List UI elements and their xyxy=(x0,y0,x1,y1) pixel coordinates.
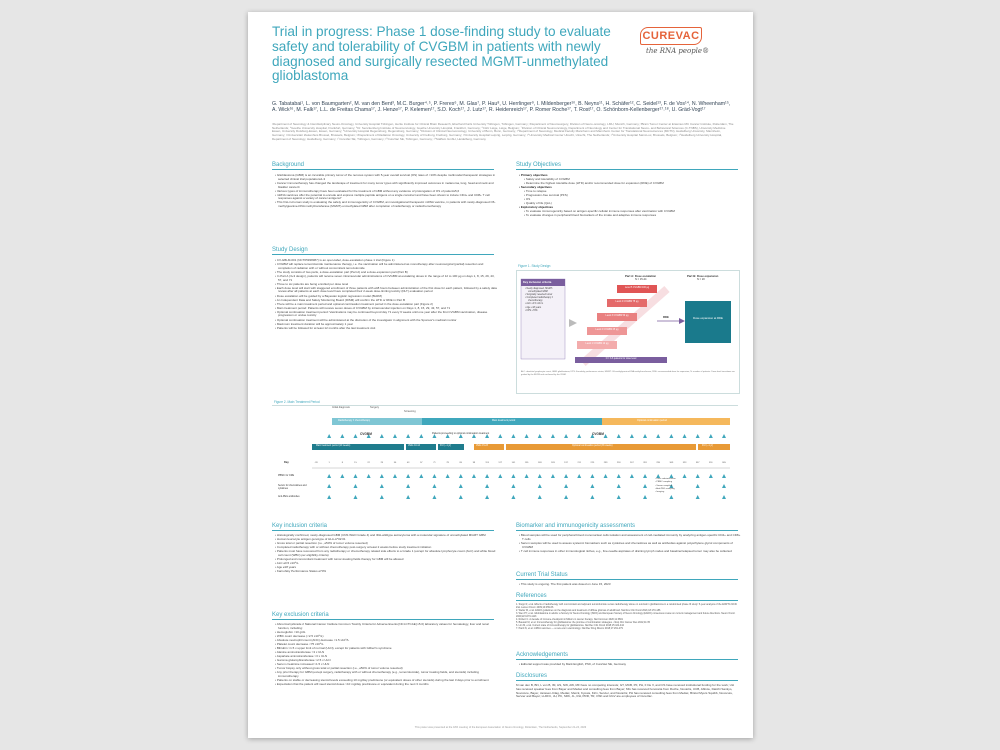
timepoint-marker-icon xyxy=(577,434,581,438)
part-b-n: N = 20 xyxy=(697,278,705,281)
day-label: 22 xyxy=(367,462,370,464)
timepoint-marker-icon xyxy=(327,484,331,488)
list-item: • Serum samples will be used to assess systemic biomarkers such as cytokines and chemokines as well as antibodies against polyethylene glycol components of CVGBM xyxy=(519,542,741,550)
timepoint-marker-icon xyxy=(446,474,450,478)
timepoint-marker-icon xyxy=(459,474,463,478)
section-title-biomarker: Biomarker and immunogenicity assessments xyxy=(516,523,738,531)
timepoint-marker-icon xyxy=(722,495,726,499)
day-label: 323 xyxy=(682,462,687,464)
list-item: • Platelet count decrease <75 x10⁹/L xyxy=(275,643,497,647)
timepoint-marker-icon xyxy=(406,484,410,488)
part-b-label: Part B: Dose expansion xyxy=(687,274,719,278)
list-item: • CV-GBLM-001 (NCT05938387) is an open-label, dose-escalation phase 1 trial (Figure 1) xyxy=(275,259,497,263)
day-label: 127 xyxy=(498,462,503,464)
curevac-logo xyxy=(640,27,735,72)
timepoint-marker-icon xyxy=(432,495,436,499)
list-item: • Abnormal (≥Grade 2 National Cancer Institute Common Toxicity Criteria for Adverse Events [NCI-CTCAE] v5.0) laboratory values for hematology, liver and renal function, including: xyxy=(275,623,497,631)
poster-title: Trial in progress: Phase 1 dose-finding study to evaluate safety and tolerability of CVGBM in patients with newly diagnosed and surgically resected MGMT-unmethylated glioblastoma xyxy=(272,24,611,84)
list-item: • Main treatment period: Patients will receive seven doses of CVGBM by intramuscular injection on Days 1, 8, 15, 29, 43, 57, and 71 xyxy=(275,307,497,311)
day-axis-title: Day xyxy=(284,461,289,464)
references-list xyxy=(516,604,738,631)
list-item: • Human leucocyte antigen genotype of HLA-A*02:01 xyxy=(275,538,497,542)
section-title-references: References xyxy=(516,593,738,601)
timepoint-marker-icon xyxy=(538,474,542,478)
row-pbmc: PBMC for CRE xyxy=(278,474,295,477)
cvgbm-label-main: CVGBM xyxy=(360,432,372,436)
day-label: 57 xyxy=(420,462,423,464)
timepoint-marker-icon xyxy=(551,434,555,438)
list-item: • mRNA vaccines offer the potential to encode and express multiple peptide antigens on a single construct and have been shown to induce CD4+ and CD8+ T cell responses against a variety of cancer antigens7 xyxy=(275,194,497,202)
day-label: 253 xyxy=(616,462,621,464)
timepoint-marker-icon xyxy=(551,474,555,478)
day-label: 295 xyxy=(656,462,661,464)
section-title-disclosures: Disclosures xyxy=(516,673,738,681)
list-item: • Serum creatinine increased >1.5 x ULN xyxy=(275,663,497,667)
part-a-label: Part A: Dose escalation xyxy=(625,274,657,278)
figure1-caption: Figure 1. Study Design xyxy=(518,264,551,268)
timepoint-marker-icon xyxy=(696,434,700,438)
objective-item: • Safety and tolerability of CVGBM xyxy=(524,178,741,182)
timepoint-marker-icon xyxy=(419,434,423,438)
part-a-n: N = 15-24 xyxy=(635,278,647,281)
day-label: 29 xyxy=(380,462,384,464)
logo-tagline: the RNA people® xyxy=(646,47,710,55)
timepoint-marker-icon xyxy=(419,474,423,478)
day-label: 71 xyxy=(433,462,436,464)
timepoint-marker-icon xyxy=(538,484,542,488)
list-item: • Expectation that the patient will need steroid doses >10 mg/day prednisone or equivalent during the next 3 months xyxy=(275,683,497,687)
list-item: • Patients must have recovered from any radiotherapy or chemotherapy related side effects to ≤ Grade 1 (except for absolute lymphocyte count (ALC) and white blood cell count (WBC) per eligibility criteria) xyxy=(275,550,497,558)
list-item: • Karnofsky Performance Status ≥70% xyxy=(275,570,497,574)
timepoint-marker-icon xyxy=(604,434,608,438)
reference-item: 7. Pardi N, et al. mRNA vaccines — a new era in vaccinology. Nat Rev Drug Discov 2018;17:261-279 xyxy=(516,626,623,630)
list-item: • T cell immune responses in other immunological niches, e.g., fine-needle aspirates of draining lymph nodes and baseline/relapsed tumor may also be collected xyxy=(519,550,741,554)
dose-box-label: Dose expansion at RDE xyxy=(693,316,723,320)
list-item: • The study consists of two parts, a dose-escalation part (Part A) and a dose-expansion part (Part B) xyxy=(275,271,497,275)
list-item: • Gross total or partial resection (i.e., ≥50% of tumor volume resected) xyxy=(275,542,497,546)
timepoint-marker-icon xyxy=(380,474,384,478)
day-label: 8 xyxy=(341,462,343,464)
timepoint-marker-icon xyxy=(353,434,357,438)
list-item: • ALC ≥0.5 x10⁹/L xyxy=(275,562,497,566)
timepoint-marker-icon xyxy=(617,434,621,438)
flow-arrow-icon xyxy=(569,319,577,327)
timepoint-marker-icon xyxy=(617,474,621,478)
timepoint-marker-icon xyxy=(696,495,700,499)
objective-item: • Time to relapse xyxy=(524,190,741,194)
list-item: • Glioblastoma (GBM) is an incurable primary tumor of the nervous system with 5-year overall survival (OS) rates of <10% despite multimodal therapeutic strategies in selected clinical trial populations1-3 xyxy=(275,174,497,182)
list-item: • Newly diagnosed, MGMT-unmethylated GBM xyxy=(525,288,565,294)
timepoint-marker-icon xyxy=(617,484,621,488)
disclosures-text: M van den B, BN, L von B, IM, HS, NW, AW, MF have no competing interests; GT, MCB, PF, PH, F De V, and CS have received institutional funding for the work; UH has received speaker fees from Bayer and Medac and consulting fees from Bayer; MG has received honoraria from Roche, Novartis, UCB, Abbvie, Daiichi Sankyo, Novocure, Bayer, Janssen-Cilag, Medac, Merck, Kyowa, Kirin, Servier, and Novartis; PH has received consulting fees from Medac, Bristol Myers Squibb, Novocure, Servier and Bayer; LLDFC, JH, PK, SDK, JL, RH, PRR, TR, OSK and UGV are employees of CureVac. xyxy=(516,683,734,699)
phase-main-treatment: Main treatment period xyxy=(492,419,516,422)
timepoint-marker-icon xyxy=(498,474,502,478)
day-label: 309 xyxy=(669,462,674,464)
timepoint-marker-icon xyxy=(406,434,410,438)
dose-level-3-label: Level 3 CVGBM 50 µg xyxy=(605,315,629,317)
list-item: • Optional continuation treatment will be administered at the discretion of the investigator in alignment with the Sponsor's medical monitor xyxy=(275,319,497,323)
day-label: 281 xyxy=(643,462,647,464)
timepoint-marker-icon xyxy=(564,434,568,438)
list-item: • CVGBM will replace temozolomide maintenance therapy, i.e. the vaccination will be administered as monotherapy after neurosurgical (partial) resection and completion of radiation with or without concomitant temozolomide xyxy=(275,263,497,271)
timepoint-marker-icon xyxy=(511,495,515,499)
status-list xyxy=(516,583,741,587)
objective-item: • OS xyxy=(524,198,741,202)
section-title-status: Current Trial Status xyxy=(516,572,738,580)
timepoint-marker-icon xyxy=(525,434,529,438)
figure2-timeline xyxy=(272,405,738,518)
list-item: • Completed radiotherapy ± chemotherapy xyxy=(525,297,565,303)
exclusion-list xyxy=(272,623,497,687)
study-design-list xyxy=(272,259,497,331)
timepoint-marker-icon xyxy=(432,474,436,478)
objective-heading: • Secondary objectives xyxy=(519,186,741,190)
dose-level-1-label: Level 1 CVGBM 12 µg xyxy=(585,343,609,345)
list-item: • Blood samples will be used for peripheral blood mononuclear cells isolation and assessment of cell-mediated immunity by analyzing antigen-specific CD4+ and CD8+ T cells xyxy=(519,534,741,542)
list-item: • Patients on stable or decreasing steroid levels exceeding 10 mg/day prednisone (or equivalent doses of other steroids) during the last 3 days prior to enrollment xyxy=(275,679,497,683)
list-item: • Hemoglobin <10 g/dL xyxy=(275,631,497,635)
list-item: • Each dose level will start with staggered enrollment of three patients with ≥48 hours between administration of the first dose for each patient, followed by a safety data review after all patients at each dose level have completed their 2-week dose-limiting toxicity (DLT) evaluation period xyxy=(275,287,497,295)
list-item: • Gamma glutamyltransferase >2.5 x ULN xyxy=(275,659,497,663)
reference-item: 5. Bausart M, et al. Immunotherapy for glioblastoma: the promise of combination strategies. J Exp Clin Cancer Res 2022;41:35 xyxy=(516,620,650,624)
background-list xyxy=(272,174,497,209)
timepoint-marker-icon xyxy=(367,474,371,478)
list-item: • This first-in-human study is evaluating the safety and immunogenicity of CVGBM, an investigational therapeutic mRNA vaccine, in patients with newly-diagnosed O6-methylguanine-DNA methyltransferase (MGMT)-unmethylated GBM after completion of radiotherapy or radiochemotherapy xyxy=(275,201,497,209)
day-label: 85 xyxy=(459,462,462,464)
day-label: 15 xyxy=(354,462,357,464)
row-anti-peg: Anti-PEG antibodies xyxy=(278,495,300,498)
day-label: 183 xyxy=(551,462,555,464)
acknowledgements-list xyxy=(516,663,741,667)
timepoint-marker-icon xyxy=(353,495,357,499)
figure2-caption: Figure 2. Main Treatment Period xyxy=(274,400,320,404)
timepoint-marker-icon xyxy=(630,434,634,438)
list-item: • Various types of immunotherapy have been evaluated for the treatment of GBM without any evidence of prolongation of OS of patients5,6 xyxy=(275,190,497,194)
day-label: 351 xyxy=(709,462,713,464)
period-visits-10-14-label: Visits 10-14 xyxy=(408,445,420,447)
objective-heading: • Primary objectives xyxy=(519,174,741,178)
list-item: • Optional continuation treatment period: Vaccinations may be continued beyond day 71 every 6 weeks until one year after the first CVGBM vaccination, disease progression or undue toxicity xyxy=(275,311,497,319)
timepoint-marker-icon xyxy=(380,495,384,499)
timepoint-marker-icon xyxy=(564,474,568,478)
timepoint-marker-icon xyxy=(406,474,410,478)
objective-item: • Progression-free survival (PFS) xyxy=(524,194,741,198)
day-label: 337 xyxy=(695,462,700,464)
criteria-list xyxy=(522,288,565,313)
list-item: • KPS ≥70% xyxy=(525,310,565,313)
list-item: • Cancer immunotherapy has changed the landscape of treatment for many tumor types with significantly improved outcomes in melanoma, lung, head and neck and bladder cancer4 xyxy=(275,182,497,190)
timepoint-marker-icon xyxy=(327,434,331,438)
figure1-study-design xyxy=(516,270,740,394)
objective-item: • To evaluate immunogenicity based on antigen-specific cellular immune responses after vaccination with CVGBM xyxy=(524,210,741,214)
timepoint-marker-icon xyxy=(525,474,529,478)
timepoint-marker-icon xyxy=(511,474,515,478)
day-label: 113 xyxy=(485,462,489,464)
day-label: 36 xyxy=(393,462,397,464)
section-title-exclusion: Key exclusion criteria xyxy=(272,612,494,620)
objective-item: • To evaluate changes in peripheral blood biomarkers of the innate and adaptive immune responses xyxy=(524,214,741,218)
timepoint-marker-icon xyxy=(564,495,568,499)
reference-item: 1. Stupp R, et al. Effects of radiotherapy with concomitant and adjuvant temozolomide versus radiotherapy alone on survival in glioblastoma in a randomised phase III study: 5-year analysis of the EORTC-NCIC trial. Lancet Oncol. 2009;10:459-66 xyxy=(516,603,738,609)
timepoint-marker-icon xyxy=(340,434,344,438)
timepoint-marker-icon xyxy=(604,474,608,478)
timepoint-marker-icon xyxy=(459,495,463,499)
objective-item: • Determine the highest tolerable dose (HTD) and/or recommended dose for expansion (RDE) of CVGBM xyxy=(524,182,741,186)
row-serum: Serum for chemokines and cytokines xyxy=(278,484,307,490)
phase-continuation: Optional continuation period xyxy=(637,419,667,422)
patients-label: N = 3-6 patients for dose level xyxy=(605,358,637,360)
period-fu-2-label: F/U (~1 yr) xyxy=(702,445,714,447)
day-label: 197 xyxy=(564,462,568,464)
list-item: • WBC count decrease (<2.5 x10⁹/L) xyxy=(275,635,497,639)
affiliations: ¹Department of Neurology & Interdisciplinary Neuro-Oncology, University Hospital Tübingen, Hertie Institute for Clinical Brain Research, Eberhard Karls University Tübingen, Tübingen, Germany; ²Department of Neurosurgery, Division of Neuro-oncology, LMU, Munich, Germany; ³Brain Tumor Center at Erasmus MC Cancer Institute, Rotterdam, The Netherlands; ⁴Goethe University Hospital, Frankfurt, Germany; ⁵Dr. Senckenberg Institute of Neurooncology, Goethe University Hospital, Frankfurt, Germany; ⁶CHU Liège, Liège, Belgium; ⁷Division of Clinical Neurooncology, Department of Neurology and Center for Translational Neuro- and Behavioral Sciences (C-TNBS), University Medicine Essen, University Duisburg-Essen, Essen, Germany; ⁸University Hospital Regensburg, Regensburg, Germany; ⁹Division of Clinical Neurooncology, University of Bonn, Bonn, Germany; ¹⁰Department of Neurology, Medical Faculty Mannheim and Mannheim Center for Translational Neurosciences (MCTN), Heidelberg University, Mannheim, Germany; ¹¹Universitair Ziekenhuis Brussel, Brussels, Belgium; ¹²Department of Radiation Oncology, University of Freiburg, Freiburg, Germany; ¹³University Hospital Leipzig, Leipzig, Germany; ¹⁴University Medical Center Utrecht, Utrecht, The Netherlands; ¹⁵University Hospital Saint-Luc, Brussels, Belgium; ¹⁶Heidelberg University Hospital, Department of Neurology, Heidelberg, Germany; ¹⁷CureVac SE, Tübingen, Germany; ¹⁸CureVac SE, Tübingen, Germany; ¹⁹Staffam GmbH, Heidelberg, Germany xyxy=(272,122,734,141)
timepoint-marker-icon xyxy=(380,434,384,438)
section-title-inclusion: Key inclusion criteria xyxy=(272,523,494,531)
timepoint-marker-icon xyxy=(617,495,621,499)
phase-surgery: Surgery xyxy=(370,406,380,409)
dose-expansion-box xyxy=(685,301,731,343)
list-item: • This study is ongoing. The first patient was dosed on June 15, 2023 xyxy=(519,583,741,587)
reference-item: 6. Lim M, et al. Current state of immunotherapy for glioblastoma. Nat Rev Clin Oncol 2018;15:422-442 xyxy=(516,623,624,627)
list-item: • Histologically confirmed, newly-diagnosed GBM (CNS WHO Grade 4) and IDH-wildtype astrocytoma with a molecular signature of unmethylated MGMT GBM xyxy=(275,534,497,538)
list-item: • Alanine aminotransferase >3 x ULN xyxy=(275,651,497,655)
list-item: • Dose escalation will be guided by a Bayesian logistic regression model (BLRM) xyxy=(275,295,497,299)
list-item: • Patients will be followed for at least 12 months after the last treatment visit xyxy=(275,327,497,331)
timepoint-marker-icon xyxy=(538,434,542,438)
reference-item: 4. Robert C. A decade of immune-checkpoint inhibitors in cancer therapy. Nat Commun 2020;11:3801 xyxy=(516,617,624,621)
list-item: • Age ≥18 years xyxy=(525,307,565,310)
timepoint-marker-icon xyxy=(485,495,489,499)
list-item: • Prolonged and concomitant treatment with tumor-treating fields therapy for GBM will be allowed xyxy=(275,558,497,562)
timepoint-marker-icon xyxy=(393,474,397,478)
day-label: 365 xyxy=(722,462,726,464)
dose-level-4-label: Level 4 CVGBM 75 µg xyxy=(615,301,639,303)
day-label: 169 xyxy=(537,462,542,464)
timepoint-marker-icon xyxy=(511,484,515,488)
cvgbm-label-continuation: CVGBM xyxy=(592,432,604,436)
reference-item: 2. Weller M, et al. EANO guidelines on the diagnosis and treatment of diffuse gliomas of adulthood. Nat Rev Clin Oncol 2021;18:170-186 xyxy=(516,608,661,612)
timepoint-marker-icon xyxy=(327,474,331,478)
phase-radiotherapy: Radiotherapy ± chemotherapy xyxy=(338,419,371,422)
timepoint-marker-icon xyxy=(669,434,673,438)
timepoint-marker-icon xyxy=(327,495,331,499)
period-visits-15-23-label: Visits 15-23 xyxy=(476,445,488,447)
timepoint-marker-icon xyxy=(564,484,568,488)
list-item: • Surgically resected tumor xyxy=(525,294,565,297)
section-title-acknowledgements: Acknowledgements xyxy=(516,652,738,660)
timepoint-marker-icon xyxy=(340,474,344,478)
reference-item: 3. Wen PY, et al. Glioblastoma in adults: a Society for Neuro-Oncology (SNO) and European Society of Neuro-Oncology (EANO) consensus review on current management and future directions. Neuro Oncol. 2020;22:1073-1113 xyxy=(516,611,736,618)
poster xyxy=(248,12,753,738)
continuation-note: Patients proceeding to optional continuation treatment xyxy=(432,432,490,435)
objective-item: • Quality of life (QoL) xyxy=(524,202,741,206)
list-item: • Serum sampling xyxy=(655,485,735,488)
criteria-title: Key inclusion criteria xyxy=(523,280,552,284)
list-item: • Any prior therapy for GBM (except surgery, radiotherapy with or without chemotherapy (e.g., temozolomide), tumor treating fields, and steroids) including immunotherapy xyxy=(275,671,497,679)
biomarker-list xyxy=(516,534,741,554)
timepoint-marker-icon xyxy=(393,434,397,438)
list-item: • Maximum treatment duration will be approximately 1 year xyxy=(275,323,497,327)
day-label: 141 xyxy=(511,462,516,464)
phase-screening: Screening xyxy=(404,410,416,413)
timepoint-marker-icon xyxy=(459,484,463,488)
timepoint-marker-icon xyxy=(656,434,660,438)
timepoint-marker-icon xyxy=(353,474,357,478)
day-label: 43 xyxy=(406,462,410,464)
list-item: • ALC ≥0.5 x10⁹/L xyxy=(525,303,565,306)
rde-arrow-icon xyxy=(679,318,685,324)
timepoint-marker-icon xyxy=(590,495,594,499)
list-item: • Three to six patients are being enrolled per dose level xyxy=(275,283,497,287)
timepoint-marker-icon xyxy=(472,474,476,478)
poster-footer: This poster was presented at the 18th meeting of the European Association of Neuro-Oncology, Rotterdam, The Netherlands, September 21-24, 2023 xyxy=(414,726,587,729)
timepoint-marker-icon xyxy=(590,474,594,478)
day-label: 155 xyxy=(524,462,529,464)
list-item: • Age ≥18 years xyxy=(275,566,497,570)
timepoint-marker-icon xyxy=(590,484,594,488)
period-fu-1-label: F/U (~1 yr) xyxy=(440,445,452,447)
day-label: 78 xyxy=(446,462,449,464)
period-main-label: Main treatment period (10 weeks) xyxy=(316,445,351,447)
section-title-objectives: Study Objectives xyxy=(516,162,738,170)
timepoint-marker-icon xyxy=(511,434,515,438)
day-label: 211 xyxy=(577,462,581,464)
figure2-legend xyxy=(652,478,735,494)
period-continuation-label: Optional continuation period (36 weeks) xyxy=(572,445,613,447)
objective-heading: • Exploratory objectives xyxy=(519,206,741,210)
section-title-study-design: Study Design xyxy=(272,247,494,255)
timepoint-marker-icon xyxy=(577,474,581,478)
timepoint-marker-icon xyxy=(406,495,410,499)
timepoint-marker-icon xyxy=(432,484,436,488)
day-label: 1 xyxy=(328,462,330,464)
day-label: 225 xyxy=(590,462,595,464)
logo-wordmark: CUREVAC xyxy=(640,27,702,45)
day-axis-labels xyxy=(272,462,738,467)
timepoint-marker-icon xyxy=(353,484,357,488)
list-item: • In Part A (3+3 design), patients will receive seven intramuscular administrations of CVGBM at escalating doses in the range of 12 to 100 µg on days 1, 8, 15, 29, 43, 57, and 71 xyxy=(275,275,497,283)
timepoint-marker-icon xyxy=(643,474,647,478)
day-label: 267 xyxy=(630,462,634,464)
list-item: • Editorial support was provided by Mark English, PhD, of CureVac SE, Germany xyxy=(519,663,741,667)
rde-label: RDE xyxy=(663,315,669,319)
dose-level-2-label: Level 2 CVGBM 25 µg xyxy=(595,329,619,331)
timepoint-marker-icon xyxy=(643,484,647,488)
timepoint-marker-icon xyxy=(538,495,542,499)
timepoint-marker-icon xyxy=(380,484,384,488)
list-item: • Anti-PEG sampling xyxy=(655,488,735,491)
author-list: G. Tabatabai¹, L. von Baumgarten², M. van den Bent³, M.C. Burger⁴˒⁵, P. Freres⁶, M. Glas⁷, P. Hau⁸, U. Herrlinger⁹, I. Mildenberger¹⁰, B. Neyns¹¹, H. Schäfer¹², C. Seidel¹³, F. de Vos¹⁴, N. Wheenham¹⁵, A. Wick¹⁶, M. Falk¹⁷, L.L. de Freitas Chama¹⁷, J. Henze¹⁷, P. Kelemen¹⁷, S.D. Koch¹⁷, J. Lutz¹⁷, R. Heidenreich¹⁷, P. Romer Roche¹⁷, T. Rost¹⁷, O. Schönborn-Kellenberger¹⁷˒¹⁸, U. Gräd-Vogt¹⁷ xyxy=(272,101,731,114)
figure1-footnote: ALC: absolute lymphocyte count; GBM: glioblastoma; KPS: Karnofsky performance status; MGMT: O6-methylguanine-DNA methyltransferase; RDE: recommended dose for expansion; N: number of patients. Dose-level transitions are guided by the BLRM and confirmed by the IDSM. xyxy=(521,371,735,376)
section-title-background: Background xyxy=(272,162,494,170)
list-item: • Bilirubin >1.5 x upper limit of normal (ULN), except for patients with Gilbert's syndrome xyxy=(275,647,497,651)
list-item: • Absolute neutrophil count (ANC) decrease <1.5 x10⁹/L xyxy=(275,639,497,643)
list-item: • Tumor biopsy only without gross total or partial resection (i.e., ≥50% of tumor volume resected) xyxy=(275,667,497,671)
inclusion-list xyxy=(272,534,497,574)
timepoint-marker-icon xyxy=(643,495,647,499)
list-item: • An Independent Data and Safety Monitoring Board (IDSM) will confirm the HTD or RDE in Part B xyxy=(275,299,497,303)
list-item: • Imaging xyxy=(655,491,735,494)
timepoint-marker-icon xyxy=(669,495,673,499)
list-item: • PBMC sampling xyxy=(655,481,735,484)
day-label: 239 xyxy=(603,462,608,464)
phase-initial-diagnosis: Initial diagnosis xyxy=(332,406,350,409)
list-item: • Dose administration xyxy=(655,478,735,481)
objectives-list xyxy=(516,174,741,219)
list-item: • Aspartate aminotransferase >3 x ULN xyxy=(275,655,497,659)
dose-level-5-label: Level 5 CVGBM 100 µg xyxy=(624,287,650,289)
list-item: • There will be a main treatment period and optional continuation treatment period in the dose escalation part (Figure 2) xyxy=(275,303,497,307)
day-label: 99 xyxy=(472,462,476,464)
day-label: -28 xyxy=(314,462,318,464)
timepoint-marker-icon xyxy=(643,434,647,438)
list-item: • Completed radiotherapy with or without chemotherapy post-surgery at least 2 weeks before study treatment initiation xyxy=(275,546,497,550)
timepoint-marker-icon xyxy=(722,434,726,438)
timepoint-marker-icon xyxy=(630,474,634,478)
timepoint-marker-icon xyxy=(683,434,687,438)
timepoint-marker-icon xyxy=(709,434,713,438)
timepoint-marker-icon xyxy=(498,434,502,438)
timepoint-marker-icon xyxy=(485,474,489,478)
timepoint-marker-icon xyxy=(485,484,489,488)
